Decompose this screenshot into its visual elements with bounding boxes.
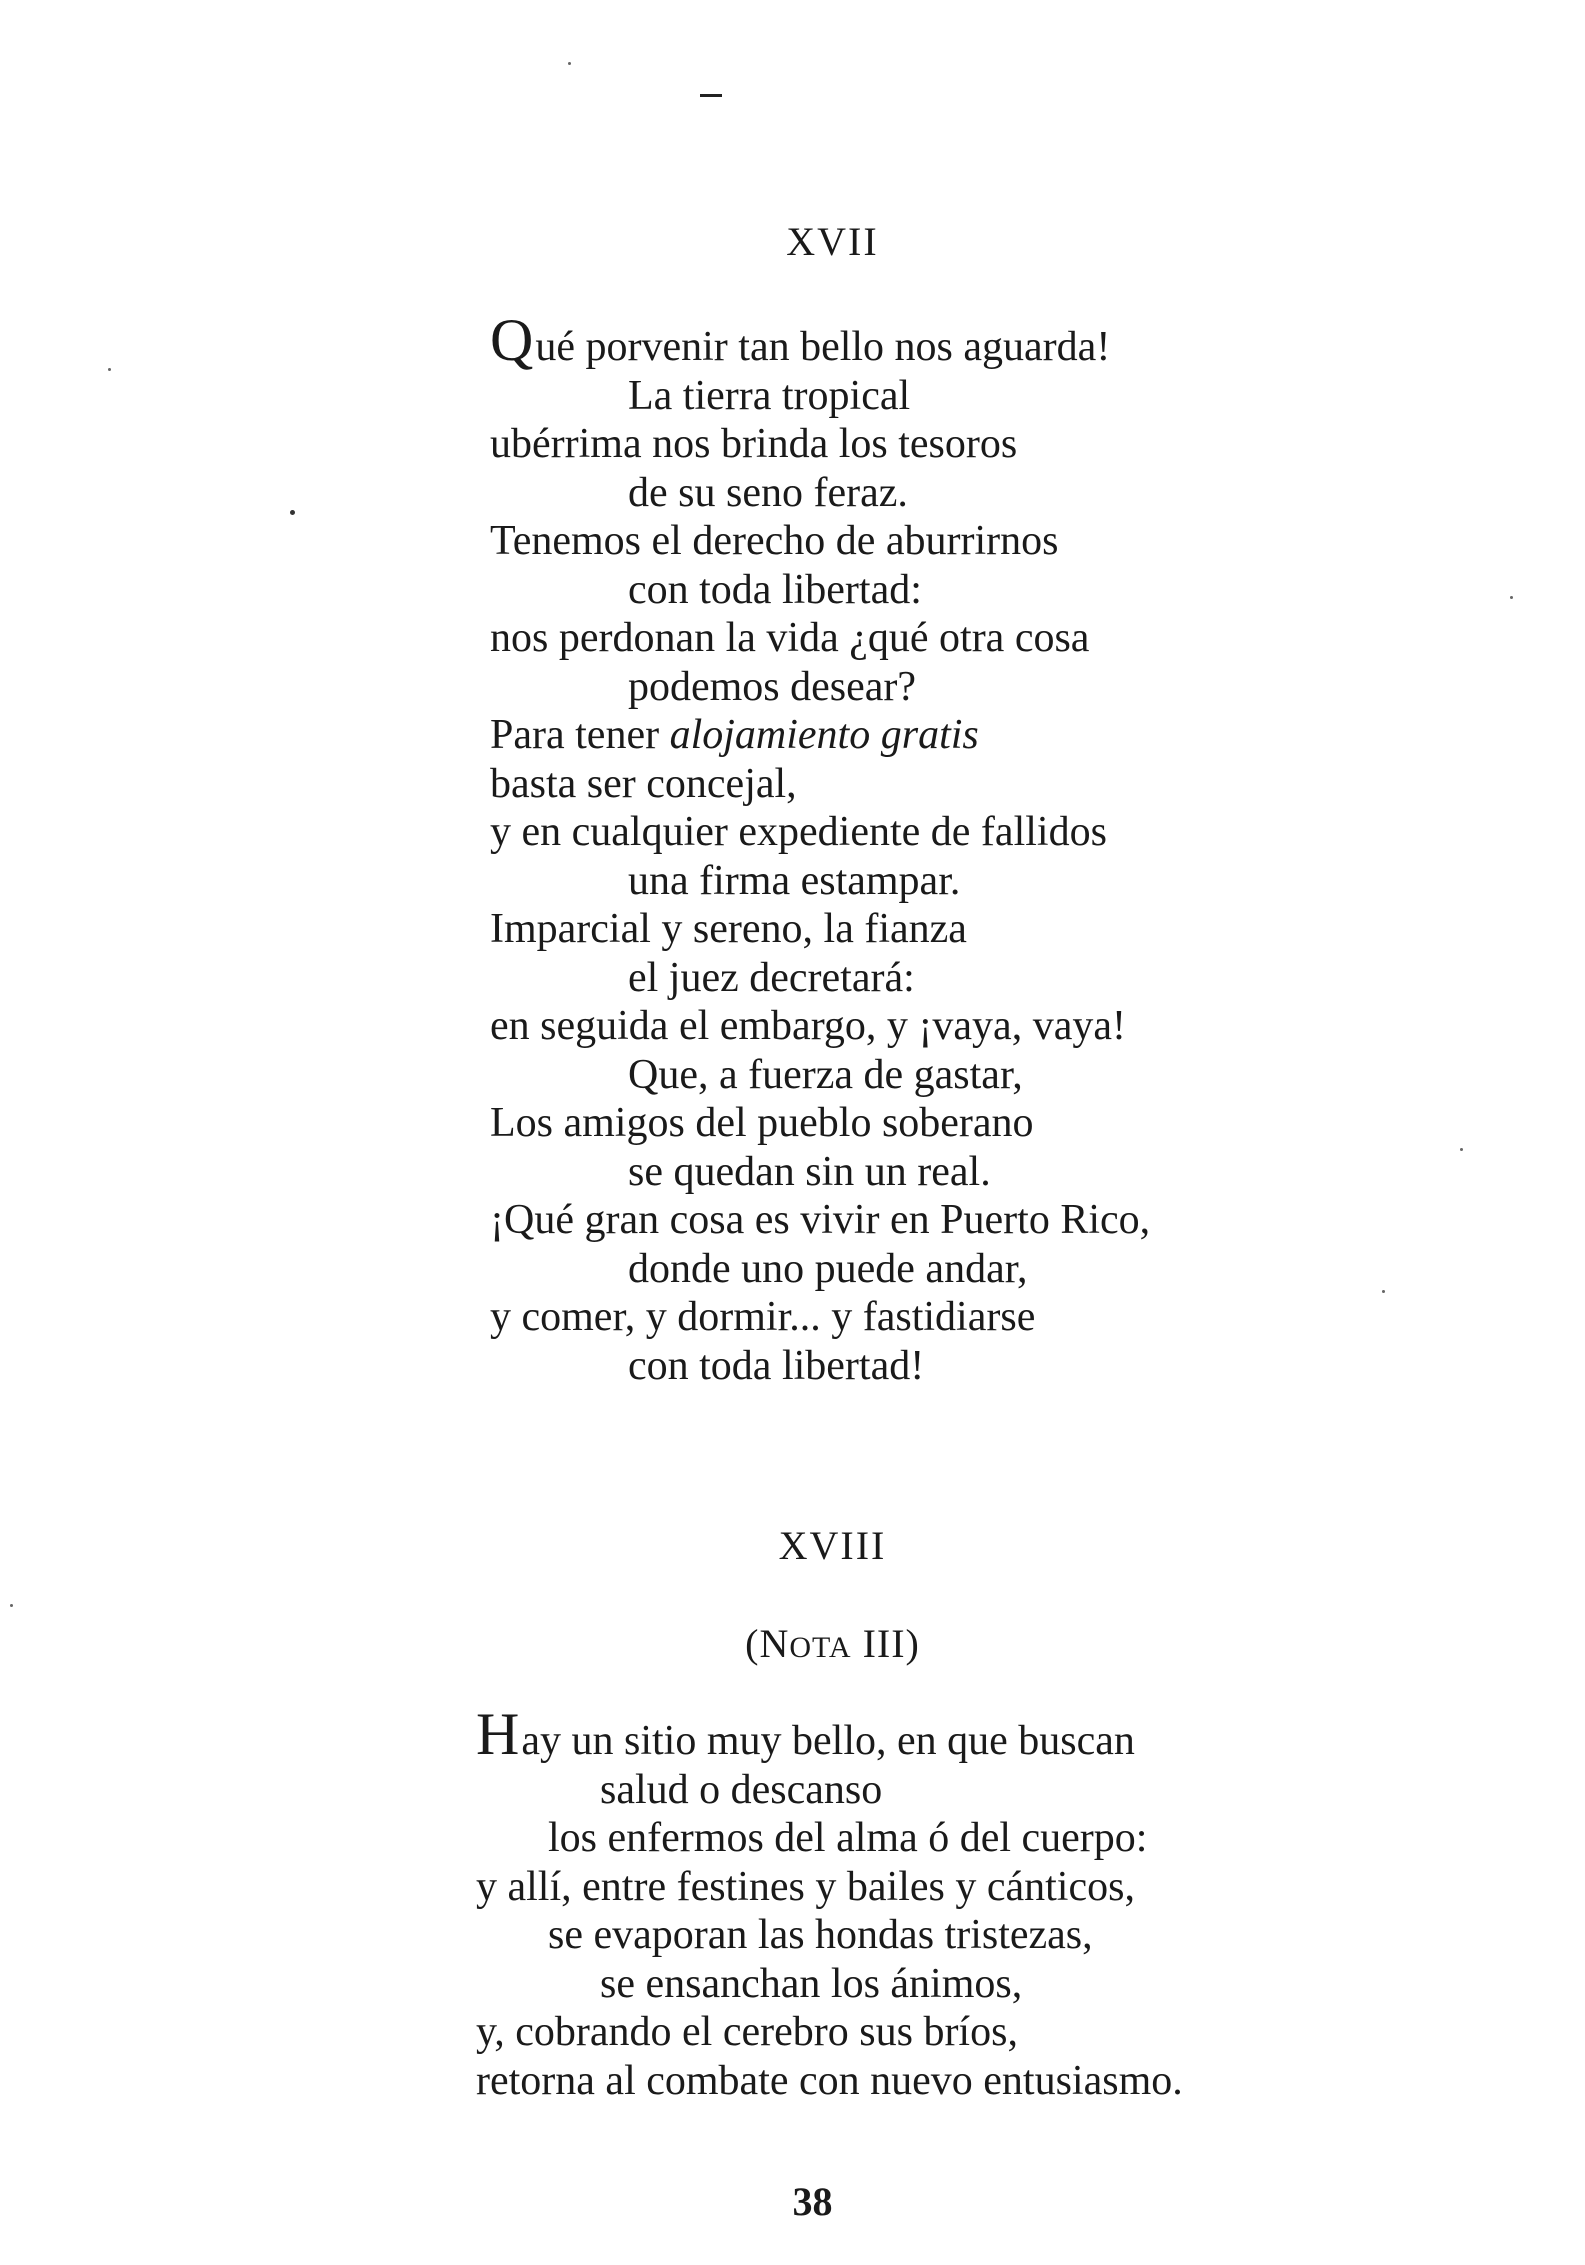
line-text: ué porvenir tan bello nos aguarda! bbox=[535, 324, 1111, 370]
subtitle-smallcaps-rest: OTA bbox=[789, 1631, 852, 1664]
poem-line bbox=[476, 1766, 1183, 1815]
line-text: y comer, y dormir... y fastidiarse bbox=[490, 1294, 1036, 1340]
poem-xvii bbox=[490, 307, 1151, 1390]
poem-line bbox=[490, 307, 1150, 373]
poem-line bbox=[476, 1911, 1183, 1960]
line-text: una firma estampar. bbox=[628, 857, 961, 904]
drop-cap-initial: H bbox=[476, 1701, 520, 1767]
poem-line bbox=[490, 711, 1150, 760]
poem-line bbox=[490, 808, 1150, 857]
line-text: podemos desear? bbox=[628, 663, 917, 710]
poem-line bbox=[490, 760, 1150, 809]
poem-xviii bbox=[476, 1701, 1183, 2105]
scan-speck bbox=[1460, 1148, 1463, 1151]
scan-speck bbox=[108, 368, 111, 371]
poem-line bbox=[476, 1701, 1183, 1767]
subtitle-open: ( bbox=[745, 1621, 760, 1666]
poem-line bbox=[490, 1245, 1150, 1294]
line-text: los enfermos del alma ó del cuerpo: bbox=[548, 1815, 1148, 1861]
poem-line bbox=[490, 372, 1150, 421]
poem-line bbox=[490, 566, 1150, 615]
poem-line bbox=[476, 2057, 1183, 2106]
line-text: ubérrima nos brinda los tesoros bbox=[490, 421, 1018, 467]
line-text: Los amigos del pueblo soberano bbox=[490, 1100, 1034, 1146]
line-italic-text: alojamiento gratis bbox=[669, 712, 979, 758]
subtitle-smallcaps-initial: N bbox=[759, 1621, 790, 1666]
line-text: se evaporan las hondas tristezas, bbox=[548, 1912, 1093, 1958]
scan-speck bbox=[290, 510, 295, 515]
poem-line bbox=[490, 663, 1150, 712]
poem-line bbox=[490, 1293, 1150, 1342]
poem-line bbox=[476, 1863, 1183, 1912]
line-text: ay un sitio muy bello, en que buscan bbox=[521, 1718, 1135, 1764]
poem-line bbox=[490, 1342, 1150, 1391]
line-text: ¡Qué gran cosa es vivir en Puerto Rico, bbox=[490, 1197, 1151, 1243]
poem-line bbox=[490, 517, 1150, 566]
poem-line bbox=[476, 2008, 1183, 2057]
line-text: Tenemos el derecho de aburrirnos bbox=[490, 518, 1059, 564]
line-text: se ensanchan los ánimos, bbox=[600, 1960, 1023, 2007]
page-number: 38 bbox=[792, 2179, 833, 2224]
poem-line bbox=[476, 1814, 1183, 1863]
line-text: Para tener bbox=[490, 712, 670, 758]
section-heading-xviii: XVIII bbox=[778, 1523, 887, 1568]
poem-line bbox=[490, 1099, 1150, 1148]
poem-line bbox=[476, 1960, 1183, 2009]
poem-line bbox=[490, 857, 1150, 906]
line-text: con toda libertad! bbox=[628, 1342, 925, 1389]
poem-line bbox=[490, 420, 1150, 469]
poem-line bbox=[490, 1148, 1150, 1197]
line-text: retorna al combate con nuevo entusiasmo. bbox=[476, 2057, 1183, 2104]
line-text: en seguida el embargo, y ¡vaya, vaya! bbox=[490, 1003, 1126, 1049]
section-subtitle-note bbox=[40, 1620, 1585, 1667]
scan-speck bbox=[1510, 596, 1513, 599]
line-text: donde uno puede andar, bbox=[628, 1245, 1028, 1292]
line-text: se quedan sin un real. bbox=[628, 1148, 991, 1195]
poem-line bbox=[490, 1196, 1150, 1245]
section-heading-xvii: XVII bbox=[786, 219, 879, 264]
poem-line bbox=[490, 905, 1150, 954]
line-text: basta ser concejal, bbox=[490, 760, 797, 807]
line-text: con toda libertad: bbox=[628, 566, 922, 613]
line-text: el juez decretará: bbox=[628, 954, 915, 1001]
scan-speck bbox=[1382, 1290, 1385, 1293]
poem-line bbox=[490, 469, 1150, 518]
line-text: nos perdonan la vida ¿qué otra cosa bbox=[490, 615, 1090, 661]
line-text: de su seno feraz. bbox=[628, 469, 908, 516]
poem-line bbox=[490, 954, 1150, 1003]
line-text: y en cualquier expediente de fallidos bbox=[490, 809, 1107, 855]
poem-line bbox=[490, 1051, 1150, 1100]
line-text: y allí, entre festines y bailes y cánticos, bbox=[476, 1863, 1135, 1910]
line-text: La tierra tropical bbox=[628, 372, 911, 419]
scan-speck bbox=[10, 1604, 13, 1607]
line-text: Que, a fuerza de gastar, bbox=[628, 1051, 1023, 1098]
line-text: salud o descanso bbox=[600, 1766, 883, 1813]
scan-speck bbox=[568, 62, 571, 65]
scan-dash-mark bbox=[700, 94, 722, 97]
line-text: Imparcial y sereno, la fianza bbox=[490, 906, 967, 952]
subtitle-rest: III) bbox=[851, 1621, 920, 1666]
drop-cap-initial: Q bbox=[490, 307, 534, 373]
line-text: y, cobrando el cerebro sus bríos, bbox=[476, 2009, 1018, 2055]
poem-line bbox=[490, 614, 1150, 663]
poem-line bbox=[490, 1002, 1150, 1051]
